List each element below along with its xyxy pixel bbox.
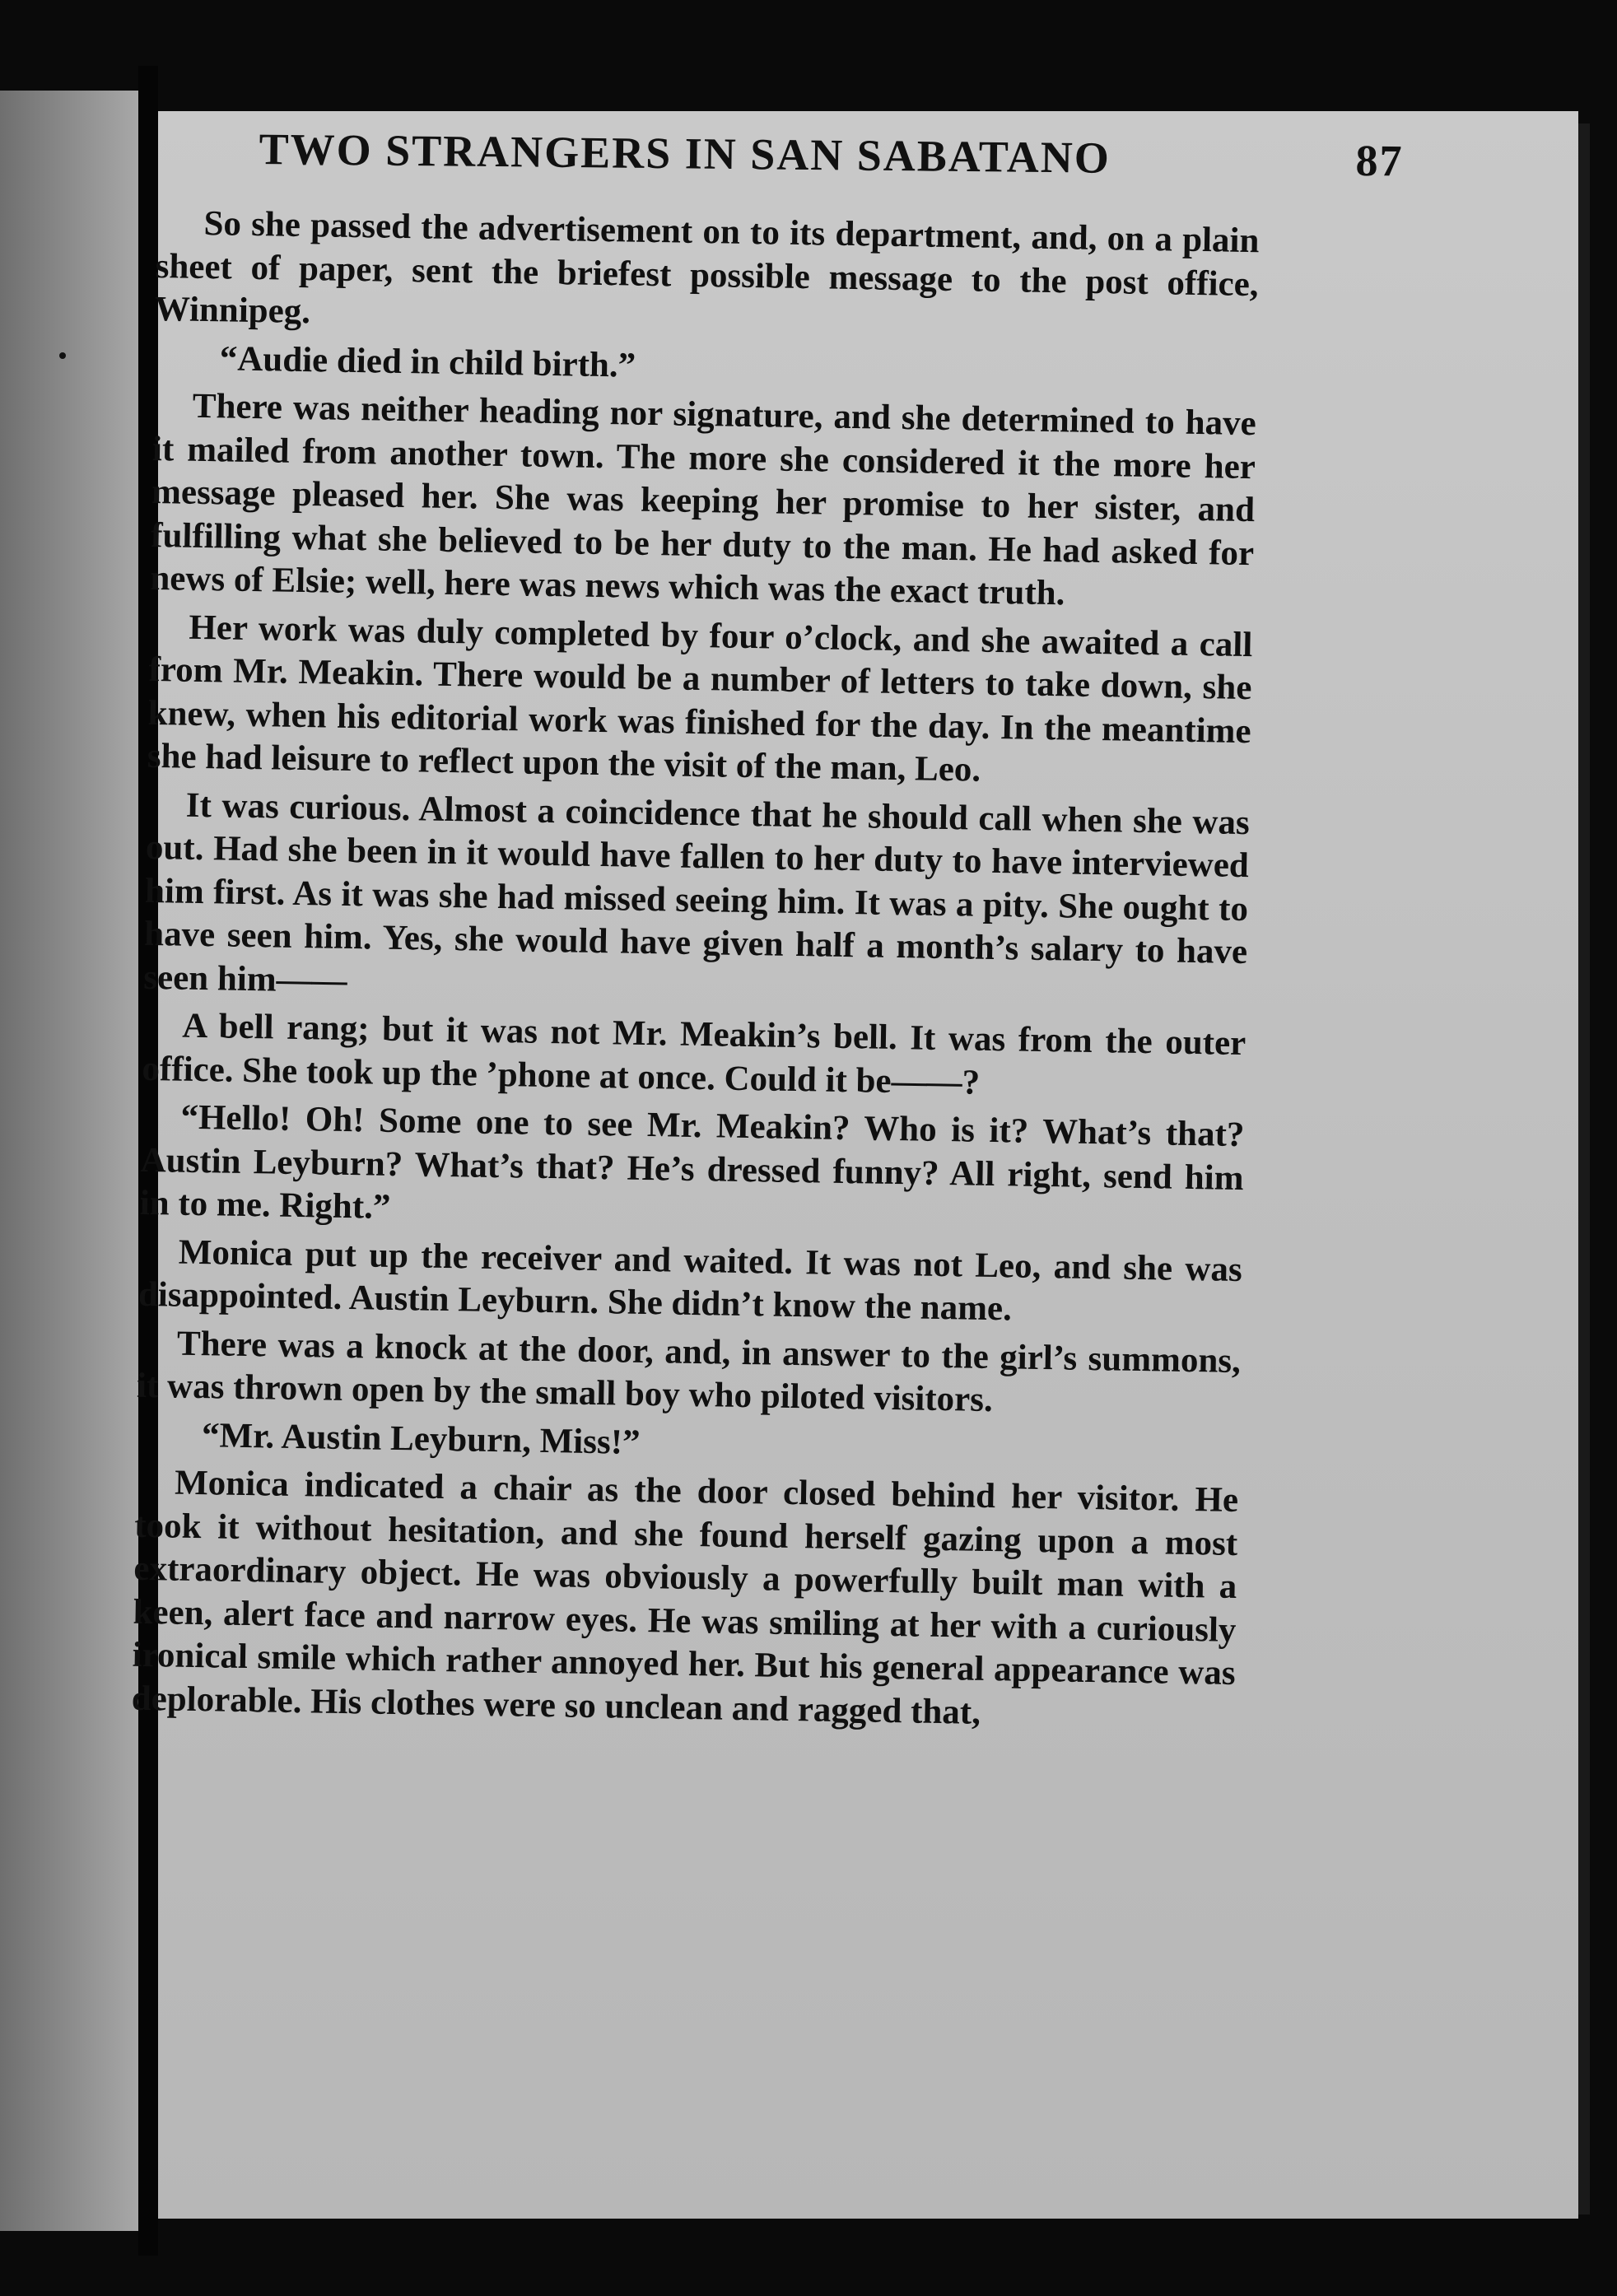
paragraph: “Audie died in child birth.” — [219, 338, 636, 385]
paragraph: Monica indicated a chair as the door closed behind her visitor. He took it without hesitation, and she found herself gazing upon a most extraordinary object. He was obviously a powerfully built man with a keen, alert face and narrow eyes. He was smiling at her with a curiously ironical smile which rather annoyed her. But his general appearance was deplorable. His clothes were so unclean and ragged that, — [131, 1463, 1239, 1732]
page-header — [259, 123, 1404, 210]
paragraph: Her work was duly completed by four o’clock, and she awaited a call from Mr. Meakin. There would be a number of letters to take down, she knew, when his editorial work was finished for the day. In the meantime she had leisure to reflect upon the visit of the man, Leo. — [147, 608, 1253, 789]
facing-page-edge — [0, 91, 138, 2231]
paragraph: There was a knock at the door, and, in answer to the girl’s summons, it was thrown open by the small boy who piloted visitors. — [136, 1324, 1242, 1420]
paragraph: A bell rang; but it was not Mr. Meakin’s bell. It was from the outer office. She took up the ’phone at once. Could it be——? — [142, 1006, 1247, 1102]
paragraph: “Mr. Austin Leyburn, Miss!” — [201, 1415, 641, 1462]
running-title: TWO STRANGERS IN SAN SABATANO — [259, 123, 1111, 183]
body-text — [131, 202, 1260, 1744]
paragraph: So she passed the advertisement on to its department, and, on a plain sheet of paper, sent the briefest possible message to the post office, Winnipeg. — [154, 203, 1260, 332]
ink-speck — [59, 352, 66, 359]
paragraph: “Hello! Oh! Some one to see Mr. Meakin? Who is it? What’s that? Austin Leyburn? What’s that? He’s dressed funny? All right, send him in to me. Right.” — [139, 1097, 1245, 1227]
paragraph: There was neither heading nor signature, and she determined to have it mailed from another town. The more she considered it the more her message pleased her. She was keeping her promise to her sister, and fulfilling what she believed to be her duty to the man. He had asked for news of Elsie; well, here was news which was the exact truth. — [150, 386, 1257, 613]
page-number: 87 — [1355, 135, 1404, 186]
page-edge-shadow — [1578, 123, 1590, 2214]
paragraph: Monica put up the receiver and waited. It was not Leo, and she was disappointed. Austin Leyburn. She didn’t know the name. — [137, 1232, 1243, 1329]
paragraph: It was curious. Almost a coincidence that he should call when she was out. Had she been in it would have fallen to her duty to have interviewed him first. As it was she had missed seeing him. It was a pity. She ought to have seen him. Yes, she would have given half a month’s salary to have seen him—— — [142, 785, 1251, 1000]
